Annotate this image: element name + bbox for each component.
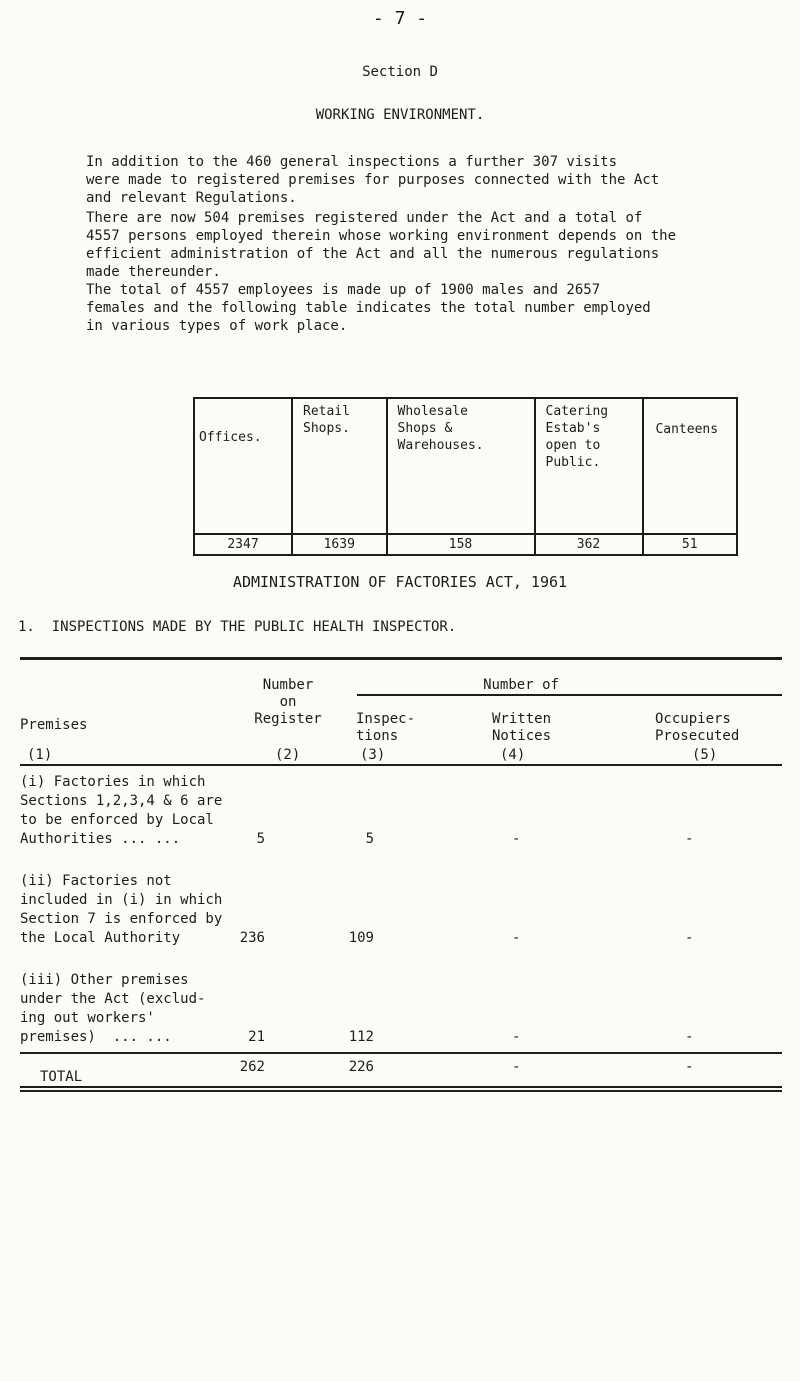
row-label-other-premises: (iii) Other premises under the Act (exclud- ing out workers' premises) ... ...	[20, 972, 206, 1045]
total-top-rule	[20, 1052, 782, 1054]
row-notices: -	[512, 831, 521, 847]
number-of-rule	[357, 694, 782, 696]
header-premises-num: (1)	[27, 747, 53, 763]
header-prosecuted: Occupiers Prosecuted	[655, 711, 740, 744]
row-prosecuted: -	[685, 930, 694, 946]
row-inspections: 109	[348, 930, 374, 946]
row-inspections: 5	[365, 831, 374, 847]
page-number: - 7 -	[372, 8, 428, 29]
table-bottom-rule	[20, 1086, 782, 1088]
row-notices: -	[512, 1029, 521, 1045]
header-canteens: Canteens	[643, 398, 738, 534]
value-catering: 362	[535, 534, 643, 555]
header-register-num: (2)	[275, 747, 301, 763]
paragraph-inspections: In addition to the 460 general inspections a further 307 visits were made to registered premises for purposes connected with the Act and relevant Regulations.	[86, 154, 660, 206]
total-inspections: 226	[348, 1059, 374, 1075]
header-retail-shops: Retail Shops.	[292, 398, 387, 534]
header-inspections: Inspec- tions	[356, 711, 416, 744]
admin-title: ADMINISTRATION OF FACTORIES ACT, 1961	[232, 573, 568, 591]
row-prosecuted: -	[685, 831, 694, 847]
header-prosecuted-num: (5)	[692, 747, 718, 763]
total-label: TOTAL	[40, 1069, 83, 1085]
subtitle: WORKING ENVIRONMENT.	[315, 107, 485, 123]
table-bottom-rule-double	[20, 1090, 782, 1092]
header-inspections-num: (3)	[360, 747, 386, 763]
header-premises: Premises	[20, 717, 88, 733]
header-register: Number on Register	[254, 677, 322, 727]
value-offices: 2347	[194, 534, 292, 555]
value-canteens: 51	[643, 534, 738, 555]
row-notices: -	[512, 930, 521, 946]
row-register: 236	[239, 930, 265, 946]
header-notices-num: (4)	[500, 747, 526, 763]
row-label-factories-2: (ii) Factories not included in (i) in which Section 7 is enforced by the Local Authority	[20, 873, 223, 946]
header-notices: Written Notices	[492, 711, 552, 744]
row-register: 5	[256, 831, 265, 847]
row-register: 21	[248, 1029, 265, 1045]
header-bottom-rule	[20, 764, 782, 766]
header-offices: Offices.	[194, 398, 292, 534]
header-wholesale: Wholesale Shops & Warehouses.	[387, 398, 535, 534]
inspections-title: 1. INSPECTIONS MADE BY THE PUBLIC HEALTH INSPECTOR.	[18, 619, 457, 635]
paragraph-registered-premises: There are now 504 premises registered under the Act and a total of 4557 persons employed therein whose working environment depends on the efficient administration of the Act and all the numerous regulations made thereunder.	[86, 210, 677, 280]
total-notices: -	[512, 1059, 521, 1075]
value-wholesale: 158	[387, 534, 535, 555]
row-prosecuted: -	[685, 1029, 694, 1045]
value-retail-shops: 1639	[292, 534, 387, 555]
header-number-of: Number of	[483, 677, 559, 693]
header-catering: Catering Estab's open to Public.	[535, 398, 643, 534]
table-top-rule	[20, 657, 782, 660]
total-prosecuted: -	[685, 1059, 694, 1075]
section-title: Section D	[362, 64, 438, 80]
row-label-factories-1: (i) Factories in which Sections 1,2,3,4 & 6 are to be enforced by Local Authorities ... ...	[20, 774, 223, 847]
paragraph-employees: The total of 4557 employees is made up of 1900 males and 2657 females and the following table indicates the total number employed in various types of work place.	[86, 282, 651, 334]
workplace-table	[193, 397, 738, 556]
row-inspections: 112	[348, 1029, 374, 1045]
total-register: 262	[239, 1059, 265, 1075]
